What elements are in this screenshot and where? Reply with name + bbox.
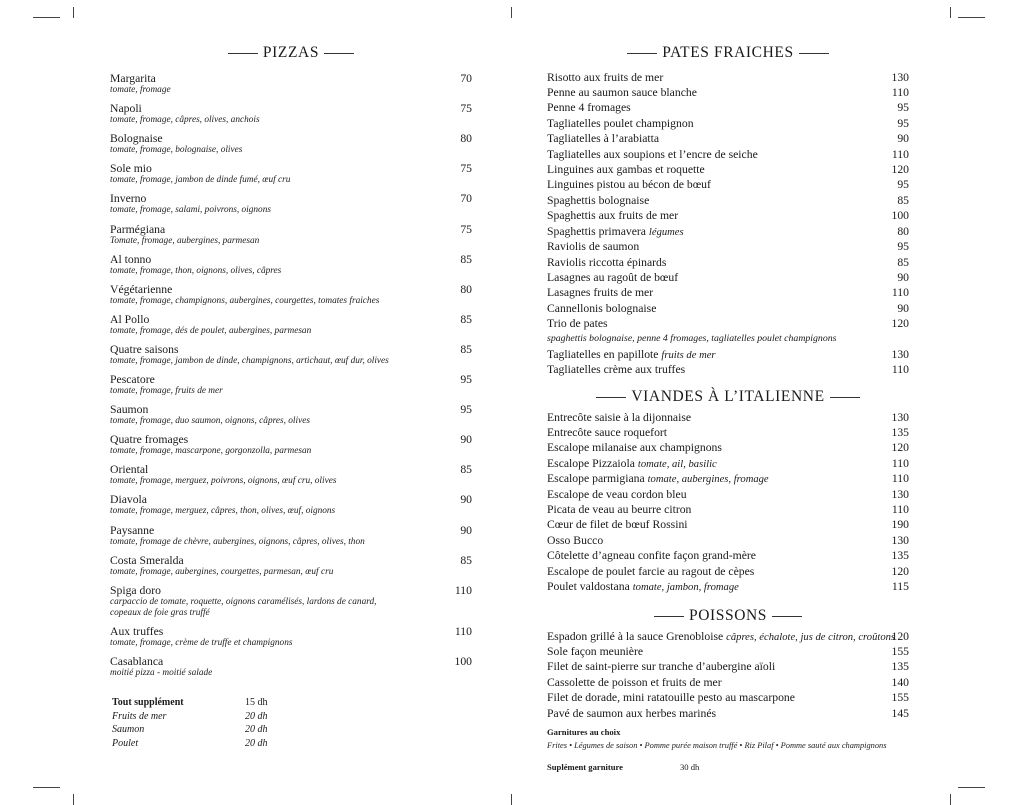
item-price: 110: [891, 85, 909, 99]
item-price: 95: [897, 101, 909, 115]
item-name: Inverno: [110, 192, 147, 206]
menu-item: [547, 177, 909, 192]
item-name: Lasagnes fruits de mer: [547, 286, 654, 300]
item-name: Filet de saint-pierre sur tranche d’aubergine aïoli: [547, 660, 776, 674]
item-price: 80: [897, 224, 909, 238]
item-price: 110: [891, 456, 909, 470]
menu-item: [547, 456, 909, 471]
item-name: Tagliatelles poulet champignon: [547, 116, 694, 130]
divider: [228, 53, 258, 54]
menu-item: [547, 644, 909, 659]
section-title-poissons: [547, 607, 909, 625]
crop-mark: [958, 17, 985, 18]
crop-mark: [33, 787, 60, 788]
item-description: copeaux de foie gras truffé: [110, 607, 210, 618]
item-name: Escalope milanaise aux champignons: [547, 441, 722, 455]
item-name: Costa Smeralda: [110, 553, 184, 567]
item-price: 100: [454, 655, 472, 669]
menu-item: [547, 270, 909, 285]
menu-item: [547, 301, 909, 316]
item-description: tomate, fromage, crème de truffe et champignons: [110, 638, 293, 649]
item-price: 120: [891, 317, 909, 331]
supplement-price: 20 dh: [245, 738, 268, 750]
item-name: Margarita: [110, 72, 156, 85]
item-price: 70: [460, 72, 472, 85]
menu-item: [110, 493, 472, 517]
item-name: Pescatore: [110, 373, 155, 386]
menu-item: [110, 132, 472, 156]
divider: [799, 53, 829, 54]
section-title-viandes: [547, 388, 909, 406]
item-description: tomate, fromage, jambon de dinde fumé, œuf cru: [110, 175, 291, 186]
item-name: Cannellonis bolognaise: [547, 301, 657, 315]
menu-item: [547, 316, 909, 331]
item-price: 145: [891, 706, 909, 720]
item-price: 120: [891, 163, 909, 177]
item-price: 110: [891, 147, 909, 161]
item-name: Oriental: [110, 463, 149, 477]
item-note: tomate, jambon, fromage: [632, 582, 739, 594]
supplement-row: [112, 723, 268, 737]
item-name: Sole façon meunière: [547, 644, 644, 658]
item-price: 120: [891, 629, 909, 643]
item-price: 85: [460, 463, 472, 477]
item-name: Napoli: [110, 102, 142, 116]
menu-item: [547, 239, 909, 254]
supplement-row: [112, 696, 268, 710]
item-name: Aux truffes: [110, 625, 164, 639]
supplement-price: 20 dh: [245, 710, 268, 722]
item-description: tomate, fromage: [110, 85, 171, 95]
supplement-price: 15 dh: [245, 697, 268, 708]
menu-item: [547, 162, 909, 177]
menu-item: [547, 285, 909, 300]
item-price: 90: [897, 132, 909, 146]
item-name: Raviolis de saumon: [547, 240, 640, 254]
item-price: 90: [897, 301, 909, 315]
item-name: Végétarienne: [110, 282, 173, 296]
menu-item: [110, 625, 472, 649]
item-name: Quatre fromages: [110, 433, 189, 447]
item-price: 190: [891, 518, 909, 532]
item-price: 110: [891, 472, 909, 486]
menu-item: [110, 192, 472, 216]
menu-item: [110, 554, 472, 578]
menu-item: [547, 224, 909, 239]
menu-item: [110, 283, 472, 307]
item-name: Quatre saisons: [110, 342, 179, 356]
item-name: Lasagnes au ragoût de bœuf: [547, 270, 679, 284]
menu-item: [547, 675, 909, 690]
supplement-label: Poulet: [112, 738, 139, 750]
divider: [627, 53, 657, 54]
item-name: Spaghettis aux fruits de mer: [547, 209, 679, 223]
garnitures-list: Frites • Légumes de saison • Pomme purée maison truffé • Riz Pilaf • Pomme sauté aux champignons: [547, 741, 887, 750]
item-name: Diavola: [110, 493, 147, 507]
menu-item: [547, 116, 909, 131]
menu-item: [547, 255, 909, 270]
menu-item: [110, 72, 472, 96]
supplement-row: [112, 737, 268, 751]
item-name: Penne 4 fromages: [547, 101, 631, 115]
crop-mark: [958, 787, 985, 788]
menu-item: [110, 343, 472, 367]
menu-item: [547, 440, 909, 455]
item-description: tomate, fromage, salami, poivrons, oignons: [110, 205, 271, 216]
item-price: 70: [460, 192, 472, 206]
menu-item: [547, 362, 909, 377]
divider: [772, 616, 802, 617]
item-name: Spiga doro: [110, 583, 161, 597]
garniture-supplement-label: Suplément garniture: [547, 762, 623, 772]
item-price: 130: [891, 70, 909, 84]
menu-item: [547, 487, 909, 502]
item-name: Poulet valdostana: [547, 580, 633, 594]
item-name: Tagliatelles en papillote: [547, 348, 662, 362]
item-price: 90: [460, 523, 472, 537]
item-price: 85: [460, 252, 472, 266]
menu-item: [547, 564, 909, 579]
item-name: Filet de dorade, mini ratatouille pesto au mascarpone: [547, 691, 795, 705]
crop-mark: [950, 794, 951, 805]
menu-item: [110, 253, 472, 277]
item-price: 80: [460, 132, 472, 146]
item-price: 130: [891, 533, 909, 547]
item-name: Cœur de filet de bœuf Rossini: [547, 518, 688, 532]
crop-mark: [511, 7, 512, 18]
item-price: 110: [891, 286, 909, 300]
item-price: 110: [891, 363, 909, 377]
item-description: tomate, fromage, mascarpone, gorgonzolla, parmesan: [110, 446, 312, 457]
section-title-text: POISSONS: [688, 607, 768, 624]
item-price: 110: [454, 583, 472, 597]
item-price: 80: [460, 282, 472, 296]
item-note: câpres, échalote, jus de citron, croûtons: [726, 631, 896, 643]
item-price: 85: [460, 342, 472, 356]
item-description: tomate, fromage, merguez, poivrons, oignons, œuf cru, olives: [110, 476, 337, 487]
item-description: tomate, fromage, duo saumon, oignons, câpres, olives: [110, 416, 310, 427]
supplement-label: Saumon: [112, 724, 145, 736]
item-price: 85: [897, 255, 909, 269]
menu-item: [547, 690, 909, 705]
menu-item: [547, 410, 909, 425]
item-name: Raviolis riccotta épinards: [547, 255, 667, 269]
menu-item: [547, 193, 909, 208]
item-price: 75: [460, 222, 472, 236]
item-name: Entrecôte saisie à la dijonnaise: [547, 410, 692, 424]
item-description: tomate, fromage, dés de poulet, aubergines, parmesan: [110, 325, 312, 336]
supplement-row: [112, 710, 268, 724]
menu-item: [110, 524, 472, 548]
item-name: Entrecôte sauce roquefort: [547, 425, 668, 439]
item-name: Casablanca: [110, 655, 164, 669]
item-price: 100: [891, 209, 909, 223]
section-title-pizzas: [110, 44, 472, 62]
menu-item: [547, 208, 909, 223]
item-name: Spaghettis bolognaise: [547, 193, 650, 207]
menu-item: [547, 347, 909, 362]
section-title-text: PIZZAS: [262, 44, 320, 61]
item-price: 90: [460, 433, 472, 447]
item-price: 120: [891, 441, 909, 455]
item-description: tomate, fromage, merguez, câpres, thon, olives, œuf, oignons: [110, 506, 336, 517]
crop-mark: [73, 794, 74, 805]
item-name: Picata de veau au beurre citron: [547, 503, 692, 517]
section-title-pates: [547, 44, 909, 62]
item-name: Risotto aux fruits de mer: [547, 70, 664, 84]
menu-item: [110, 403, 472, 427]
crop-mark: [511, 794, 512, 805]
item-price: 140: [891, 675, 909, 689]
menu-item: [110, 373, 472, 397]
item-name: Parmégiana: [110, 222, 166, 236]
item-note: légumes: [648, 226, 684, 238]
item-description: carpaccio de tomate, roquette, oignons caramélisés, lardons de canard,: [110, 596, 377, 607]
item-price: 115: [891, 580, 909, 594]
menu-item: [547, 100, 909, 115]
item-price: 75: [460, 162, 472, 176]
item-price: 130: [891, 348, 909, 362]
item-name: Sole mio: [110, 162, 152, 176]
item-price: 130: [891, 487, 909, 501]
item-name: Penne au saumon sauce blanche: [547, 85, 697, 99]
item-price: 85: [897, 193, 909, 207]
menu-item: [547, 70, 909, 85]
item-name: Escalope parmigiana: [547, 472, 648, 486]
item-price: 120: [891, 564, 909, 578]
item-price: 110: [891, 503, 909, 517]
item-description: tomate, fromage, fruits de mer: [110, 386, 223, 396]
item-description: moitié pizza - moitié salade: [110, 668, 213, 679]
menu-item: [110, 433, 472, 457]
menu-item: [110, 223, 472, 247]
item-description: tomate, fromage, champignons, aubergines, courgettes, tomates fraiches: [110, 295, 380, 306]
item-name: Tagliatelles à l’arabiatta: [547, 132, 660, 146]
item-name: Paysanne: [110, 523, 155, 537]
menu-item: [547, 147, 909, 162]
divider: [830, 397, 860, 398]
garnitures-title: Garnitures au choix: [547, 727, 621, 737]
menu-item: [547, 425, 909, 440]
item-name: Linguines pistou au bécon de bœuf: [547, 178, 711, 192]
item-price: 95: [460, 373, 472, 386]
item-price: 155: [891, 691, 909, 705]
crop-mark: [950, 7, 951, 18]
section-title-text: PATES FRAICHES: [662, 44, 794, 61]
item-name: Cassolette de poisson et fruits de mer: [547, 675, 722, 689]
item-price: 90: [897, 270, 909, 284]
item-price: 90: [460, 493, 472, 507]
menu-item: [547, 533, 909, 548]
item-price: 75: [460, 102, 472, 116]
item-description: tomate, fromage, thon, oignons, olives, câpres: [110, 265, 282, 276]
crop-mark: [73, 7, 74, 18]
item-name: Osso Bucco: [547, 533, 604, 547]
item-description: tomate, fromage, aubergines, courgettes, parmesan, œuf cru: [110, 566, 334, 577]
item-name: Tagliatelles aux soupions et l’encre de seiche: [547, 147, 758, 161]
item-name: Tagliatelles crème aux truffes: [547, 363, 686, 377]
item-note: fruits de mer: [661, 350, 716, 362]
item-price: 135: [891, 660, 909, 674]
menu-item: [547, 579, 909, 594]
menu-item: [110, 162, 472, 186]
garniture-supplement-price: 30 dh: [680, 762, 700, 772]
menu-item: [110, 463, 472, 487]
item-description: Tomate, fromage, aubergines, parmesan: [110, 235, 260, 246]
section-title-text: VIANDES À L’ITALIENNE: [631, 388, 825, 405]
item-name: Escalope de veau cordon bleu: [547, 487, 687, 501]
supplement-price: 20 dh: [245, 724, 268, 736]
item-name: Saumon: [110, 403, 149, 417]
menu-item: [547, 471, 909, 486]
item-price: 130: [891, 410, 909, 424]
trio-description: spaghettis bolognaise, penne 4 fromages, tagliatelles poulet champignons: [547, 333, 837, 344]
menu-item: [547, 706, 909, 721]
item-name: Pavé de saumon aux herbes marinés: [547, 706, 717, 720]
item-price: 85: [460, 312, 472, 326]
item-name: Trio de pates: [547, 317, 608, 331]
divider: [654, 616, 684, 617]
item-name: Escalope Pizzaiola: [547, 456, 638, 470]
item-price: 95: [897, 178, 909, 192]
item-name: Al Pollo: [110, 312, 150, 326]
item-name: Côtelette d’agneau confite façon grand-mère: [547, 549, 756, 563]
item-price: 135: [891, 549, 909, 563]
item-price: 95: [897, 116, 909, 130]
menu-item: [547, 517, 909, 532]
supplement-label: Fruits de mer: [112, 710, 167, 722]
menu-item: [110, 584, 472, 619]
menu-item: [547, 548, 909, 563]
item-note: tomate, aubergines, fromage: [647, 474, 769, 486]
item-price: 95: [897, 240, 909, 254]
menu-item: [110, 655, 472, 679]
item-price: 110: [454, 625, 472, 639]
supplement-label: Tout supplément: [112, 697, 184, 708]
item-price: 85: [460, 553, 472, 567]
item-name: Al tonno: [110, 252, 152, 266]
crop-mark: [33, 17, 60, 18]
item-description: tomate, fromage de chèvre, aubergines, oignons, câpres, olives, thon: [110, 536, 365, 547]
item-description: tomate, fromage, câpres, olives, anchois: [110, 115, 260, 126]
menu-item: [547, 629, 909, 644]
item-name: Escalope de poulet farcie au ragout de cèpes: [547, 564, 755, 578]
item-description: tomate, fromage, jambon de dinde, champignons, artichaut, œuf dur, olives: [110, 355, 389, 366]
item-name: Linguines aux gambas et roquette: [547, 163, 705, 177]
item-price: 155: [891, 644, 909, 658]
divider: [596, 397, 626, 398]
menu-item: [547, 502, 909, 517]
menu-item: [547, 131, 909, 146]
item-description: tomate, fromage, bolognaise, olives: [110, 145, 243, 156]
item-price: 95: [460, 403, 472, 417]
item-note: tomate, ail, basilic: [637, 458, 717, 470]
item-price: 135: [891, 425, 909, 439]
divider: [324, 53, 354, 54]
menu-item: [547, 85, 909, 100]
menu-item: [110, 313, 472, 337]
menu-item: [110, 102, 472, 126]
menu-item: [547, 659, 909, 674]
item-name: Spaghettis primavera: [547, 224, 649, 238]
item-name: Bolognaise: [110, 132, 163, 146]
item-name: Espadon grillé à la sauce Grenobloise: [547, 629, 727, 643]
garniture-supplement: [547, 762, 699, 772]
